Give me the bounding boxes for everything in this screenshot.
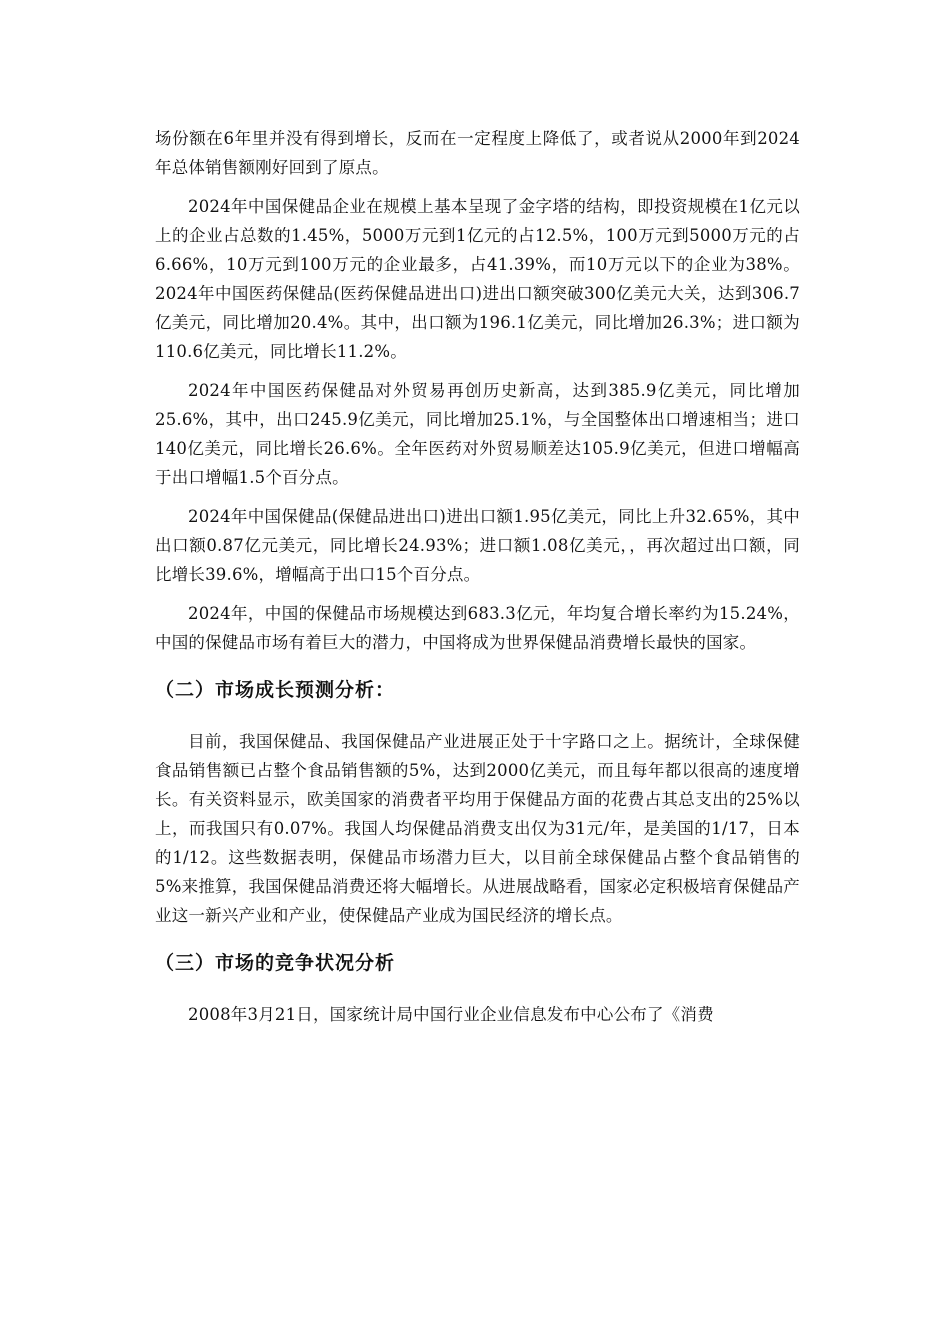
paragraph-foreign-trade: 2024年中国医药保健品对外贸易再创历史新高，达到385.9亿美元，同比增加25.6%，其中，出口245.9亿美元，同比增加25.1%，与全国整体出口增速相当；进口140亿美元，同比增长26.6%。全年医药对外贸易顺差达105.9亿美元，但进口增幅高于出口增幅1.5个百分点。 bbox=[155, 381, 800, 487]
document-page bbox=[155, 124, 800, 1039]
section-heading-competition: （三）市场的竞争状况分析 bbox=[155, 952, 396, 974]
paragraph-growth-forecast: 目前，我国保健品、我国保健品产业进展正处于十字路口之上。据统计，全球保健食品销售额已占整个食品销售额的5%，达到2000亿美元，而且每年都以很高的速度增长。有关资料显示，欧美国家的消费者平均用于保健品方面的花费占其总支出的25%以上，而我国只有0.07%。我国人均保健品消费支出仅为31元/年，是美国的1/17，日本的1/12。这些数据表明，保健品市场潜力巨大，以目前全球保健品占整个食品销售的5%来推算，我国保健品消费还将大幅增长。从进展战略看，国家必定积极培育保健品产业这一新兴产业和产业，使保健品产业成为国民经济的增长点。 bbox=[155, 732, 800, 925]
section-heading-growth-forecast: （二）市场成长预测分析： bbox=[155, 679, 396, 701]
paragraph-market-size: 2024年，中国的保健品市场规模达到683.3亿元，年均复合增长率约为15.24%，中国的保健品市场有着巨大的潜力，中国将成为世界保健品消费增长最快的国家。 bbox=[155, 604, 800, 652]
paragraph-health-product-trade: 2024年中国保健品(保健品进出口)进出口额1.95亿美元，同比上升32.65%，其中出口额0.87亿元美元，同比增长24.93%；进口额1.08亿美元，，再次超过出口额，同比增长39.6%，增幅高于出口15个百分点。 bbox=[155, 507, 800, 584]
paragraph-continuation: 场份额在6年里并没有得到增长，反而在一定程度上降低了，或者说从2000年到2024年总体销售额刚好回到了原点。 bbox=[155, 129, 800, 177]
paragraph-enterprise-scale: 2024年中国保健品企业在规模上基本呈现了金字塔的结构，即投资规模在1亿元以上的企业占总数的1.45%，5000万元到1亿元的占12.5%，100万元到5000万元的占6.66%，10万元到100万元的企业最多，占41.39%，而10万元以下的企业为38%。2024年中国医药保健品(医药保健品进出口)进出口额突破300亿美元大关，达到306.7亿美元，同比增加20.4%。其中，出口额为196.1亿美元，同比增加26.3%；进口额为110.6亿美元，同比增长11.2%。 bbox=[155, 197, 800, 361]
paragraph-competition: 2008年3月21日，国家统计局中国行业企业信息发布中心公布了《消费 bbox=[188, 1005, 714, 1024]
